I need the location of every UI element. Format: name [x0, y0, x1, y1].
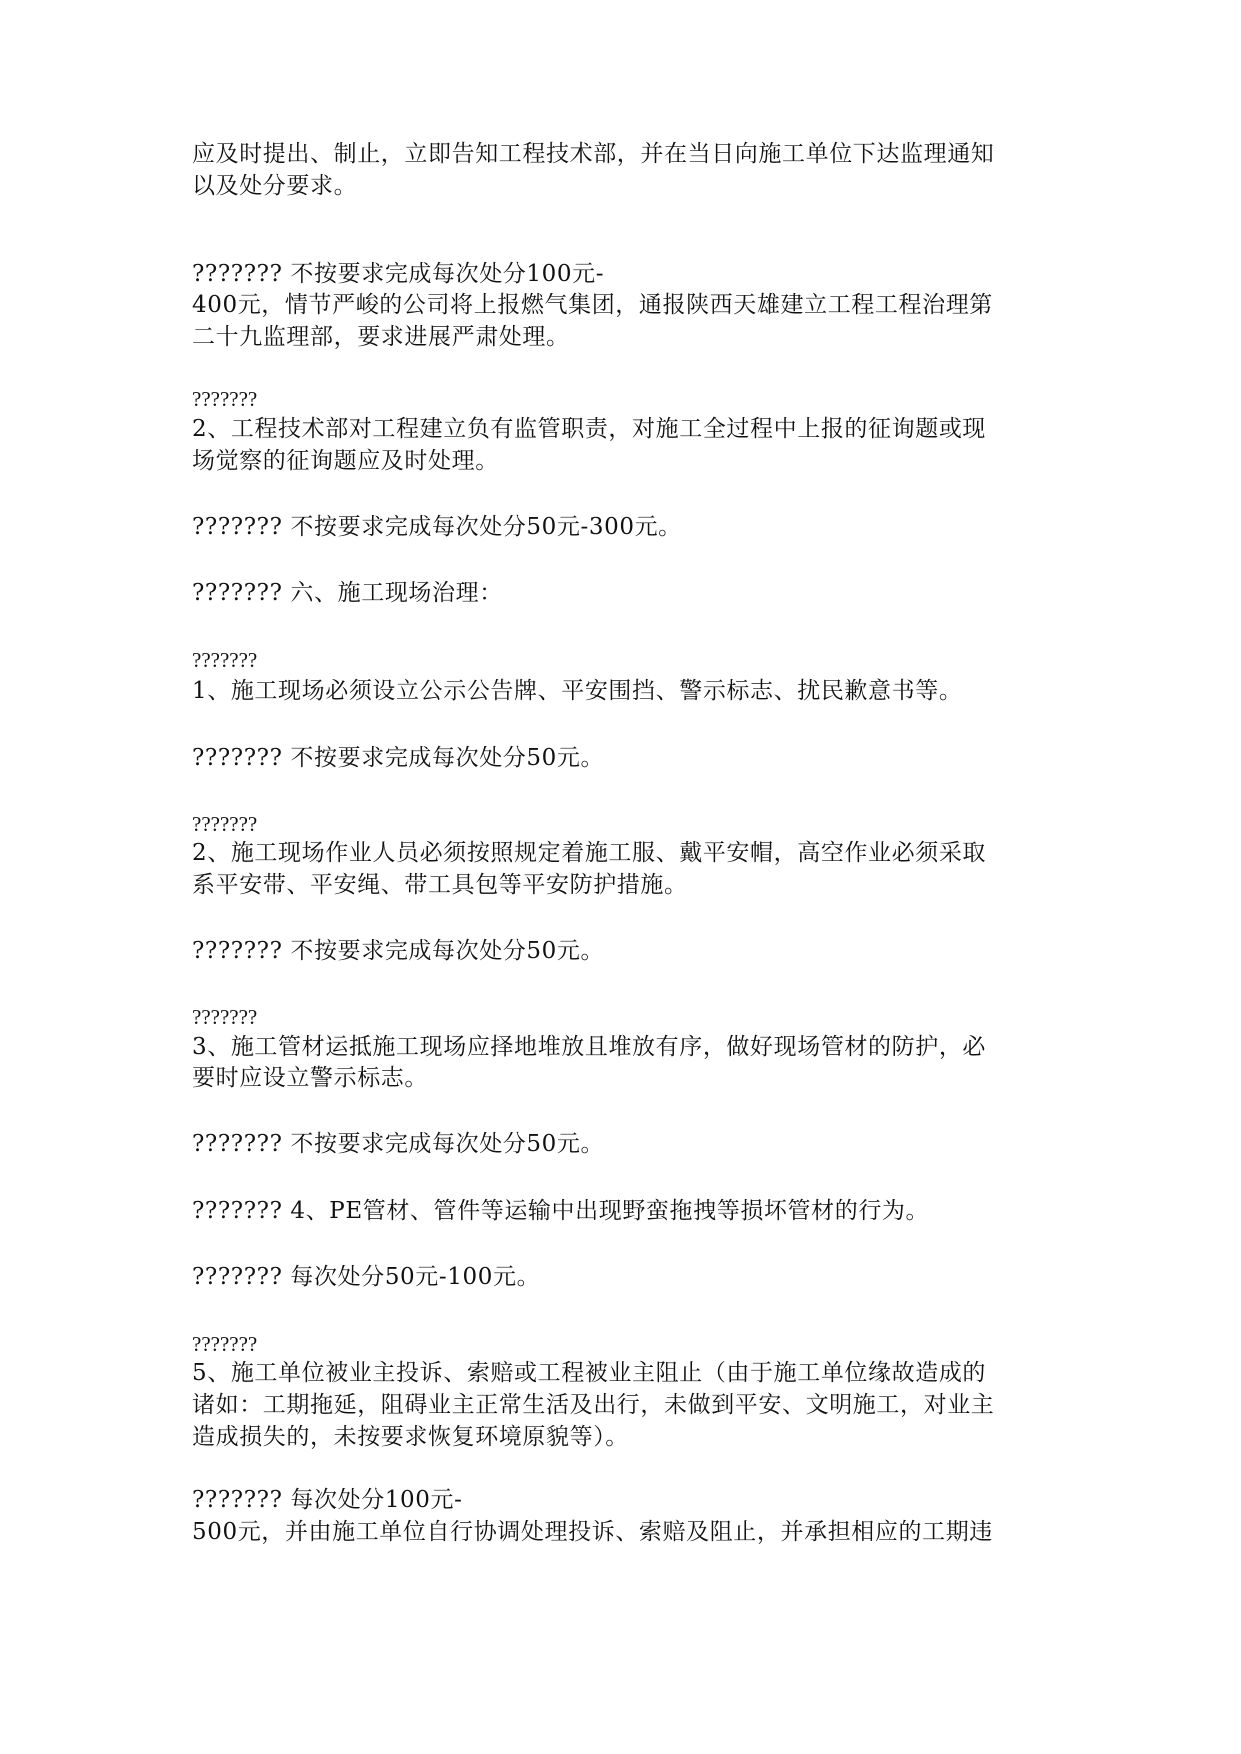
text-line: 二十九监理部，要求进展严肃处理。 [192, 324, 570, 350]
text-line: 系平安带、平安绳、带工具包等平安防护措施。 [192, 872, 688, 898]
text-line: 场觉察的征询题应及时处理。 [192, 448, 499, 474]
text-line: ??????? 不按要求完成每次处分100元- [192, 261, 605, 287]
text-line: 500元，并由施工单位自行协调处理投诉、索赔及阻止，并承担相应的工期违 [192, 1519, 993, 1545]
text-line: ??????? 不按要求完成每次处分50元。 [192, 938, 605, 964]
text-line: ??????? [192, 648, 258, 672]
text-line: 3、施工管材运抵施工现场应择地堆放且堆放有序，做好现场管材的防护，必 [192, 1034, 987, 1060]
text-line: ??????? 不按要求完成每次处分50元。 [192, 1131, 605, 1157]
text-line: 5、施工单位被业主投诉、索赔或工程被业主阻止（由于施工单位缘故造成的 [192, 1360, 987, 1386]
text-line: ??????? 4、PE管材、管件等运输中出现野蛮拖拽等损坏管材的行为。 [192, 1198, 930, 1224]
text-line: ??????? 每次处分50元-100元。 [192, 1264, 541, 1290]
text-line: 应及时提出、制止，立即告知工程技术部，并在当日向施工单位下达监理通知 [192, 141, 995, 167]
text-line: ??????? 每次处分100元- [192, 1487, 463, 1513]
text-line: 要时应设立警示标志。 [192, 1065, 428, 1091]
text-line: 1、施工现场必须设立公示公告牌、平安围挡、警示标志、扰民歉意书等。 [192, 678, 963, 704]
text-line: ??????? 不按要求完成每次处分50元-300元。 [192, 514, 682, 540]
text-line: ??????? 六、施工现场治理： [192, 580, 503, 606]
text-line: 以及处分要求。 [192, 173, 358, 199]
text-line: ??????? [192, 1005, 258, 1029]
text-line: 400元，情节严峻的公司将上报燃气集团，通报陕西天雄建立工程工程治理第 [192, 292, 993, 318]
text-line: 2、施工现场作业人员必须按照规定着施工服、戴平安帽，高空作业必须采取 [192, 840, 987, 866]
text-line: ??????? [192, 812, 258, 836]
text-line: ??????? 不按要求完成每次处分50元。 [192, 745, 605, 771]
text-line: ??????? [192, 387, 258, 411]
text-line: 诸如：工期拖延，阻碍业主正常生活及出行，未做到平安、文明施工，对业主 [192, 1392, 995, 1418]
text-line: 造成损失的，未按要求恢复环境原貌等）。 [192, 1424, 629, 1450]
text-line: ??????? [192, 1332, 258, 1356]
text-line: 2、工程技术部对工程建立负有监管职责，对施工全过程中上报的征询题或现 [192, 416, 987, 442]
